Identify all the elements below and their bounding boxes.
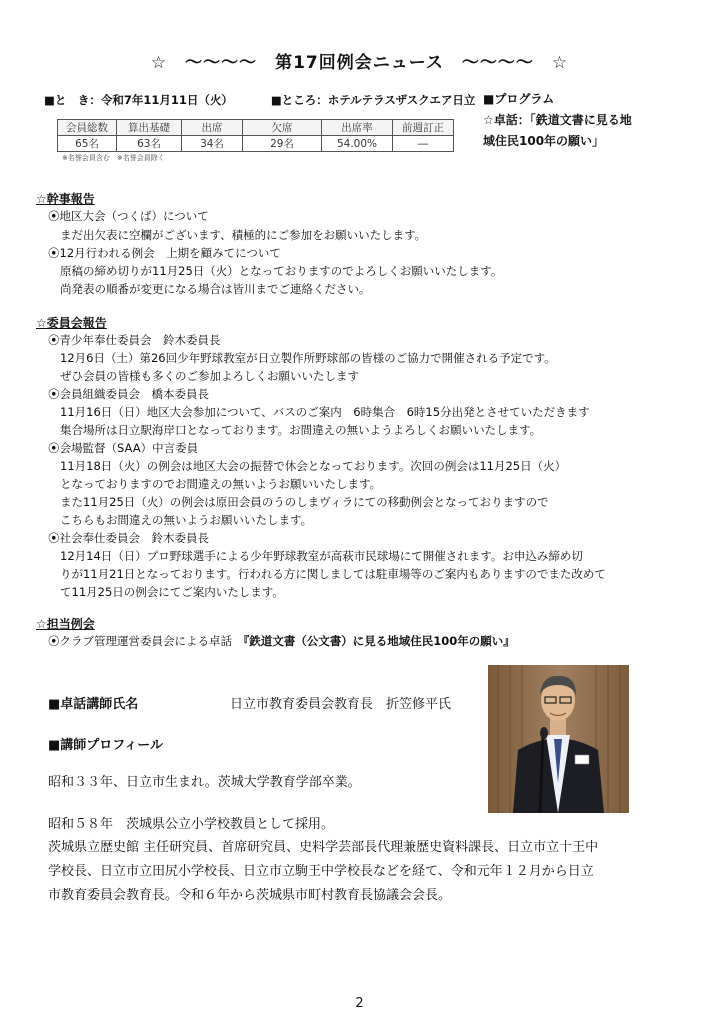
speaker-profile-label: ■講師プロフィール [48,738,163,753]
list-item: 原稿の締め切りが11月25日（火）となっておりますのでよろしくお願いいたします。 [60,264,503,278]
attendance-table [57,119,454,152]
program-line-1: ☆卓話：「鉄道文書に見る地 [483,113,632,127]
page-title: ☆ ～～～～ 第17回例会ニュース ～～～～ ☆ [150,53,569,73]
table-header-cell: 出席率 [322,120,393,136]
list-item: 12月6日（土）第26回少年野球教室が日立製作所野球部の皆様のご協力で開催される予定です。 [60,351,556,365]
assigned-prefix: ⦿クラブ管理運営委員会による卓話 [48,634,244,648]
list-item: ⦿会場監督（SAA）中言委員 [48,441,199,455]
meeting-info [44,92,475,108]
speaker-name: 日立市教育委員会教育長 折笠修平氏 [230,697,452,712]
table-header-cell: 算出基礎 [117,120,182,136]
meeting-date: ■と き：令和7年11月11日（火） [44,93,233,107]
talk-title: 『鉄道文書（公文書）に見る地域住民100年の願い』 [243,634,515,648]
assigned-heading: ☆担当例会 [36,617,95,631]
table-header-cell: 前週訂正 [393,120,454,136]
list-item: ⦿会員組織委員会 橋本委員長 [48,387,209,401]
list-item: まだ出欠表に空欄がございます、積極的にご参加をお願いいたします。 [60,228,427,242]
profile-paragraph: 茨城県立歴史館 主任研究員、首席研究員、史料学芸部長代理兼歴史資料課長、日立市立十王中 [48,840,599,855]
table-cell: 34名 [182,136,243,152]
list-item: ⦿社会奉仕委員会 鈴木委員長 [48,531,209,545]
list-item: 11月16日（日）地区大会参加について、バスのご案内 6時集合 6時15分出発とさせていただきます [60,405,590,419]
secretary-heading: ☆幹事報告 [36,192,95,206]
meeting-place: ■ところ：ホテルテラスザスクエア日立 [270,93,476,107]
table-cell: 29名 [243,136,322,152]
list-item: て11月25日の例会にてご案内いたします。 [60,585,284,599]
speaker-name-label: ■卓話講師氏名 [48,697,139,712]
table-footnote: ※名誉会員含む ※名誉会員除く [62,154,165,162]
list-item: 12月14日（日）プロ野球選手による少年野球教室が高萩市民球場にて開催されます。お申込み締め切 [60,549,583,563]
program-line-2: 域住民100年の願い」 [483,134,605,148]
list-item: ⦿青少年奉仕委員会 鈴木委員長 [48,333,221,347]
table-header-cell: 出席 [182,120,243,136]
list-item: ⦿地区大会（つくば）について [48,209,209,223]
list-item: こちらもお間違えの無いようお願いいたします。 [60,513,313,527]
table-cell: ― [393,136,454,152]
committee-heading: ☆委員会報告 [36,316,107,330]
profile-paragraph: 昭和３３年、日立市生まれ。茨城大学教育学部卒業。 [48,775,361,790]
list-item: また11月25日（火）の例会は原田会員のうのしまヴィラにての移動例会となっておりますので [60,495,549,509]
table-header-row [58,120,454,136]
list-item: となっておりますのでお間違えの無いようお願いいたします。 [60,477,382,491]
table-row [58,136,454,152]
assigned-line [48,633,515,649]
list-item: 尚発表の順番が変更になる場合は皆川までご連絡ください。 [60,282,371,296]
list-item: 集合場所は日立駅海岸口となっております。お間違えの無いようよろしくお願いいたします。 [60,423,542,437]
profile-paragraph: 学校長、日立市立田尻小学校長、日立市立駒王中学校長などを経て、令和元年１２月から日立 [48,864,594,879]
speaker-photo [488,665,629,813]
list-item: ぜひ会員の皆様も多くのご参加よろしくお願いいたします [60,369,359,383]
table-cell: 65名 [58,136,117,152]
table-header-cell: 会員総数 [58,120,117,136]
table-header-cell: 欠席 [243,120,322,136]
table-cell: 63名 [117,136,182,152]
table-cell: 54.00% [322,136,393,152]
list-item: ⦿12月行われる例会 上期を顧みてについて [48,246,281,260]
profile-paragraph: 昭和５８年 茨城県公立小学校教員として採用。 [48,817,335,832]
list-item: 11月18日（火）の例会は地区大会の振替で休会となっております。次回の例会は11月25日（火） [60,459,567,473]
program-heading: ■プログラム [483,92,555,106]
page-number: 2 [355,996,364,1011]
list-item: りが11月21日となっております。行われる方に関しましては駐車場等のご案内もありますのでまた改めて [60,567,606,581]
profile-paragraph: 市教育委員会教育長。令和６年から茨城県市町村教育長協議会会長。 [48,888,452,903]
program-box [483,89,632,152]
